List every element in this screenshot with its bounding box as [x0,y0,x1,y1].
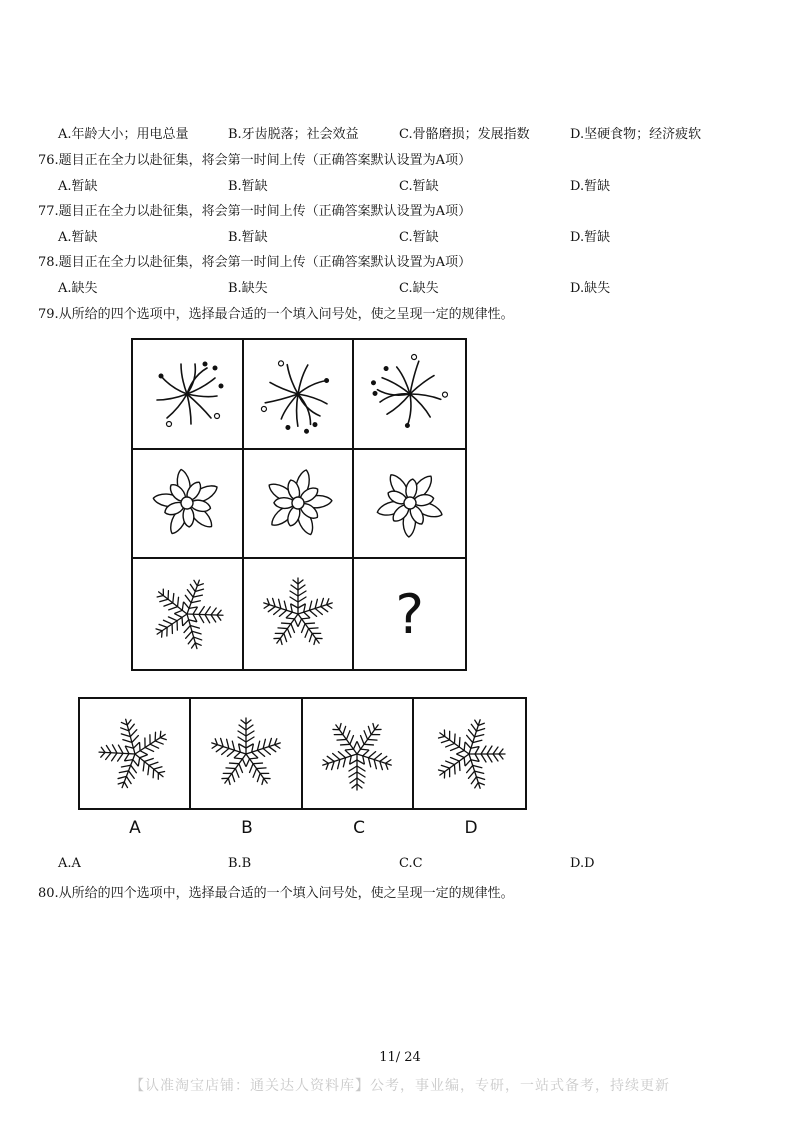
lotus-figure-icon [253,458,343,548]
fern-figure-icon [204,712,288,796]
grid-cell-r3c3 [354,559,465,669]
figure-label-c: C [353,818,365,838]
grid-cell-r3c1 [133,559,244,669]
page-number: 11/ 24 [379,1050,421,1065]
grid-cell-r2c3 [354,450,465,560]
q76-option-d: D.暂缺 [570,179,611,194]
q76-option-b: B.暂缺 [228,179,268,194]
q77-option-b: B.暂缺 [228,230,268,245]
grid-cell-r3c2 [244,559,355,669]
question-mark: ? [395,582,424,646]
q78-option-c: C.缺失 [399,281,439,296]
q77-option-a: A.暂缺 [58,230,98,245]
q79-option-d: D.D [570,856,595,871]
burst-figure-icon [253,349,343,439]
answer-figure-b[interactable] [191,699,302,808]
q77-option-d: D.暂缺 [570,230,611,245]
q76-option-c: C.暂缺 [399,179,439,194]
puzzle-grid [131,338,467,671]
q76-question: 76.题目正在全力以赴征集，将会第一时间上传（正确答案默认设置为A项） [38,153,472,168]
q75-option-b: B.牙齿脱落；社会效益 [228,127,359,142]
q78-option-a: A.缺失 [58,281,98,296]
q77-option-c: C.暂缺 [399,230,439,245]
fern-figure-icon [427,712,511,796]
grid-cell-r2c1 [133,450,244,560]
q80-question: 80.从所给的四个选项中，选择最合适的一个填入问号处，使之呈现一定的规律性。 [38,886,514,901]
footer-watermark: 【认准淘宝店铺：通关达人资料库】公考，事业编，专研，一站式备考，持续更新 [130,1078,670,1094]
fern-figure-icon [315,712,399,796]
q78-question: 78.题目正在全力以赴征集，将会第一时间上传（正确答案默认设置为A项） [38,255,472,270]
lotus-figure-icon [142,458,232,548]
q79-option-b: B.B [228,856,252,871]
answer-figure-d[interactable] [414,699,525,808]
q77-question: 77.题目正在全力以赴征集，将会第一时间上传（正确答案默认设置为A项） [38,204,472,219]
q79-option-a: A.A [58,856,81,871]
q78-option-d: D.缺失 [570,281,611,296]
q79-option-c: C.C [399,856,423,871]
answer-figure-a[interactable] [80,699,191,808]
q76-option-a: A.暂缺 [58,179,98,194]
answer-figure-c[interactable] [303,699,414,808]
fern-figure-icon [93,712,177,796]
grid-cell-r1c3 [354,340,465,450]
figure-label-b: B [241,818,253,838]
grid-cell-r1c1 [133,340,244,450]
q78-option-b: B.缺失 [228,281,268,296]
grid-cell-r1c2 [244,340,355,450]
burst-figure-icon [142,349,232,439]
figure-label-a: A [129,818,141,838]
figure-label-d: D [464,818,478,838]
lotus-figure-icon [365,458,455,548]
grid-cell-r2c2 [244,450,355,560]
q75-option-a: A.年龄大小；用电总量 [58,127,189,142]
q75-option-c: C.骨骼磨损；发展指数 [399,127,530,142]
answer-figures-row [78,697,527,810]
q79-question: 79.从所给的四个选项中，选择最合适的一个填入问号处，使之呈现一定的规律性。 [38,307,514,322]
fern-figure-icon [142,569,232,659]
burst-figure-icon [365,349,455,439]
q75-option-d: D.坚硬食物；经济疲软 [570,127,702,142]
fern-figure-icon [253,569,343,659]
